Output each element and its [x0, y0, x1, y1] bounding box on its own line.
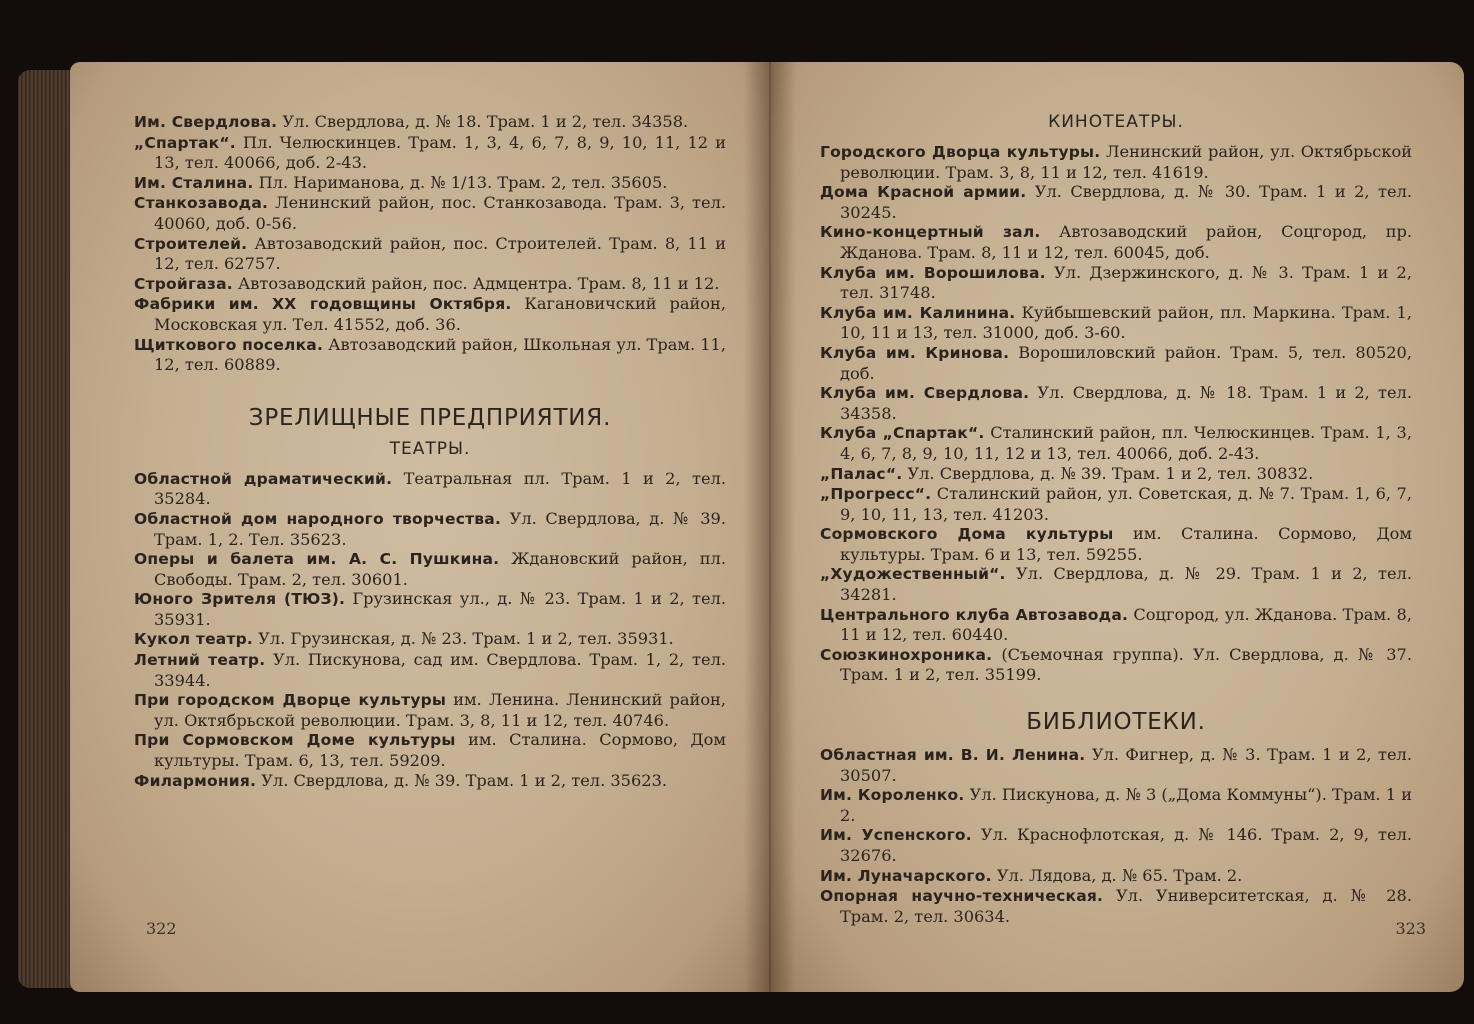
entry-details: Ленинский район, ул. Октябрьской революции. Трам. 3, 8, 11 и 12, тел. 41619. [840, 142, 1412, 182]
directory-entry [820, 383, 1412, 423]
entry-details: Соцгород, ул. Жданова. Трам. 8, 11 и 12, тел. 60440. [840, 604, 1412, 645]
entry-name: Летний театр. [134, 651, 266, 670]
entry-details: им. Ленина. Ленинский район, ул. Октябрьской революции. Трам. 3, 8, 11 и 12, тел. 40746. [154, 690, 726, 730]
entry-name: Клуба им. Калинина. [820, 303, 1016, 322]
directory-entry [820, 222, 1412, 262]
directory-entry [134, 629, 726, 650]
entry-name: Стройгаза. [134, 274, 233, 293]
entry-details: Ждановский район, пл. Свободы. Трам. 2, тел. 30601. [154, 549, 726, 589]
entry-details: Грузинская ул., д. № 23. Трам. 1 и 2, тел. 35931. [154, 589, 726, 629]
right-page [770, 62, 1464, 992]
directory-entry [134, 509, 726, 549]
directory-entry [820, 303, 1412, 343]
directory-entry [820, 564, 1412, 604]
entry-name: Им. Короленко. [820, 786, 965, 805]
entry-name: Кукол театр. [134, 630, 254, 649]
directory-entry [134, 469, 726, 509]
entry-details: (Съемочная группа). Ул. Свердлова, д. № 37. Трам. 1 и 2, тел. 35199. [840, 644, 1412, 685]
entry-name: Центрального клуба Автозавода. [820, 605, 1129, 624]
entry-details: Ворошиловский район. Трам. 5, тел. 80520, доб. [840, 342, 1412, 383]
entry-name: Фабрики им. XX годовщины Октября. [134, 295, 512, 314]
directory-entry [820, 866, 1412, 887]
directory-entry [820, 464, 1412, 485]
entry-name: „Художественный“. [820, 565, 1006, 584]
entry-details: Ул. Свердлова, д. № 39. Трам. 1 и 2, тел. 35623. [256, 770, 668, 790]
entry-details: Ул. Свердлова, д. № 18. Трам. 1 и 2, тел. 34358. [840, 383, 1412, 423]
cinemas-list [820, 142, 1412, 685]
directory-entry [134, 335, 726, 375]
subsection-title-cinemas: КИНОТЕАТРЫ. [1048, 112, 1184, 132]
page-number-left: 322 [146, 919, 177, 938]
entry-name: Союзкинохроника. [820, 645, 993, 664]
entry-details: Куйбышевский район, пл. Маркина. Трам. 1, 10, 11 и 13, тел. 31000, доб. 3-60. [840, 302, 1412, 343]
directory-entry [820, 142, 1412, 182]
directory-entry [820, 745, 1412, 785]
entry-details: Автозаводский район, Соцгород, пр. Жданова. Трам. 8, 11 и 12, тел. 60045, доб. [840, 222, 1412, 262]
entry-details: Кагановичский район, Московская ул. Тел. 41552, доб. 36. [154, 294, 726, 334]
entry-details: Ленинский район, пос. Станкозавода. Трам. 3, тел. 40060, доб. 0-56. [154, 193, 726, 233]
directory-entry [134, 690, 726, 730]
entry-details: им. Сталина. Сормово, Дом культуры. Трам. 6 и 13, тел. 59255. [840, 524, 1412, 564]
entry-details: Пл. Челюскинцев. Трам. 1, 3, 4, 6, 7, 8, 9, 10, 11, 12 и 13, тел. 40066, доб. 2-43. [154, 132, 726, 173]
entry-name: Городского Дворца культуры. [820, 143, 1101, 161]
entry-details: Сталинский район, пл. Челюскинцев. Трам. 1, 3, 4, 6, 7, 8, 9, 10, 11, 12 и 13, тел. 40066, доб. 2-43. [840, 423, 1412, 463]
entry-name: Филармония. [134, 771, 257, 790]
directory-entry [820, 484, 1412, 524]
entry-name: Щиткового поселка. [134, 335, 324, 354]
entry-details: Ул. Лядова, д. № 65. Трам. 2. [991, 865, 1243, 885]
entry-name: Областная им. В. И. Ленина. [820, 746, 1086, 765]
directory-entry [134, 133, 726, 173]
entry-details: им. Сталина. Сормово, Дом культуры. Трам. 6, 13, тел. 59209. [154, 730, 726, 771]
directory-entry [134, 173, 726, 194]
left-column [134, 112, 726, 791]
entry-name: „Прогресс“. [820, 485, 932, 504]
entry-name: Им. Сталина. [134, 173, 254, 192]
entry-name: „Спартак“. [134, 133, 236, 152]
entry-details: Ул. Свердлова, д. № 29. Трам. 1 и 2, тел. 34281. [840, 564, 1412, 605]
directory-entry [820, 423, 1412, 463]
entry-details: Ул. Свердлова, д. № 39. Трам. 1 и 2, тел. 30832. [902, 463, 1314, 483]
entry-details: Ул. Университетская, д. № 28. Трам. 2, тел. 30634. [840, 886, 1412, 926]
entry-name: „Палас“. [820, 464, 903, 483]
libraries-list [820, 745, 1412, 926]
entry-name: Им. Успенского. [820, 826, 972, 845]
entry-name: Станкозавода. [134, 194, 269, 213]
entry-details: Ул. Пискунова, д. № 3 („Дома Коммуны“). Трам. 1 и 2. [840, 785, 1412, 825]
directory-entry [134, 294, 726, 334]
entry-name: Юного Зрителя (ТЮЗ). [134, 590, 346, 609]
left-page [70, 62, 770, 992]
directory-entry [134, 730, 726, 770]
directory-entry [134, 549, 726, 589]
directory-entry [820, 605, 1412, 645]
book-gutter [744, 62, 796, 992]
clubs-list-continued [134, 112, 726, 375]
entry-details: Ул. Свердлова, д. № 39. Трам. 1, 2. Тел. 35623. [154, 508, 726, 549]
directory-entry [820, 182, 1412, 222]
section-title-entertainment: ЗРЕЛИЩНЫЕ ПРЕДПРИЯТИЯ. [248, 404, 612, 431]
entry-details: Ул. Свердлова, д. № 18. Трам. 1 и 2, тел. 34358. [277, 112, 689, 131]
entry-details: Сталинский район, ул. Советская, д. № 7. Трам. 1, 6, 7, 9, 10, 11, 13, тел. 41203. [840, 484, 1412, 524]
entry-name: Клуба им. Ворошилова. [820, 263, 1046, 282]
entry-name: Оперы и балета им. А. С. Пушкина. [134, 550, 500, 569]
entry-details: Автозаводский район, пос. Адмцентра. Трам. 8, 11 и 12. [232, 273, 720, 293]
entry-details: Автозаводский район, Школьная ул. Трам. 11, 12, тел. 60889. [154, 334, 726, 375]
page-number-right: 323 [1395, 919, 1426, 938]
section-title-libraries: БИБЛИОТЕКИ. [1026, 709, 1206, 736]
entry-name: Клуба им. Кринова. [820, 343, 1010, 362]
entry-name: Дома Красной армии. [820, 183, 1027, 202]
entry-name: Областной дом народного творчества. [134, 509, 502, 528]
entry-details: Автозаводский район, пос. Строителей. Трам. 8, 11 и 12, тел. 62757. [154, 233, 726, 274]
entry-name: Кино-концертный зал. [820, 223, 1041, 242]
entry-name: Опорная научно-техническая. [820, 887, 1104, 906]
entry-name: При Сормовском Доме культуры [134, 731, 456, 750]
right-column [820, 112, 1412, 926]
directory-entry [134, 650, 726, 690]
entry-name: Строителей. [134, 234, 248, 253]
entry-name: Клуба „Спартак“. [820, 424, 985, 443]
directory-entry [820, 785, 1412, 825]
entry-details: Ул. Краснофлотская, д. № 146. Трам. 2, 9, тел. 32676. [840, 825, 1412, 865]
directory-entry [134, 589, 726, 629]
entry-details: Ул. Пискунова, сад им. Свердлова. Трам. 1, 2, тел. 33944. [154, 650, 726, 690]
directory-entry [820, 886, 1412, 926]
entry-details: Ул. Грузинская, д. № 23. Трам. 1 и 2, тел. 35931. [253, 629, 674, 649]
entry-name: При городском Дворце культуры [134, 691, 447, 710]
directory-entry [820, 263, 1412, 303]
theatres-list [134, 469, 726, 792]
entry-details: Театральная пл. Трам. 1 и 2, тел. 35284. [154, 468, 726, 509]
entry-details: Пл. Нариманова, д. № 1/13. Трам. 2, тел. 35605. [253, 172, 668, 192]
entry-details: Ул. Дзержинского, д. № 3. Трам. 1 и 2, тел. 31748. [840, 262, 1413, 303]
entry-name: Им. Свердлова. [134, 113, 278, 131]
directory-entry [820, 645, 1412, 685]
entry-name: Сормовского Дома культуры [820, 525, 1114, 544]
directory-entry [134, 274, 726, 295]
entry-name: Им. Луначарского. [820, 866, 992, 885]
directory-entry [820, 343, 1412, 383]
directory-entry [134, 234, 726, 274]
entry-details: Ул. Фигнер, д. № 3. Трам. 1 и 2, тел. 30507. [840, 745, 1412, 785]
directory-entry [820, 825, 1412, 865]
directory-entry [820, 524, 1412, 564]
directory-entry [134, 193, 726, 233]
entry-name: Областной драматический. [134, 469, 393, 488]
entry-name: Клуба им. Свердлова. [820, 384, 1030, 403]
entry-details: Ул. Свердлова, д. № 30. Трам. 1 и 2, тел. 30245. [840, 182, 1412, 222]
directory-entry [134, 771, 726, 792]
directory-entry [134, 112, 726, 133]
subsection-title-theatres: ТЕАТРЫ. [389, 438, 471, 459]
